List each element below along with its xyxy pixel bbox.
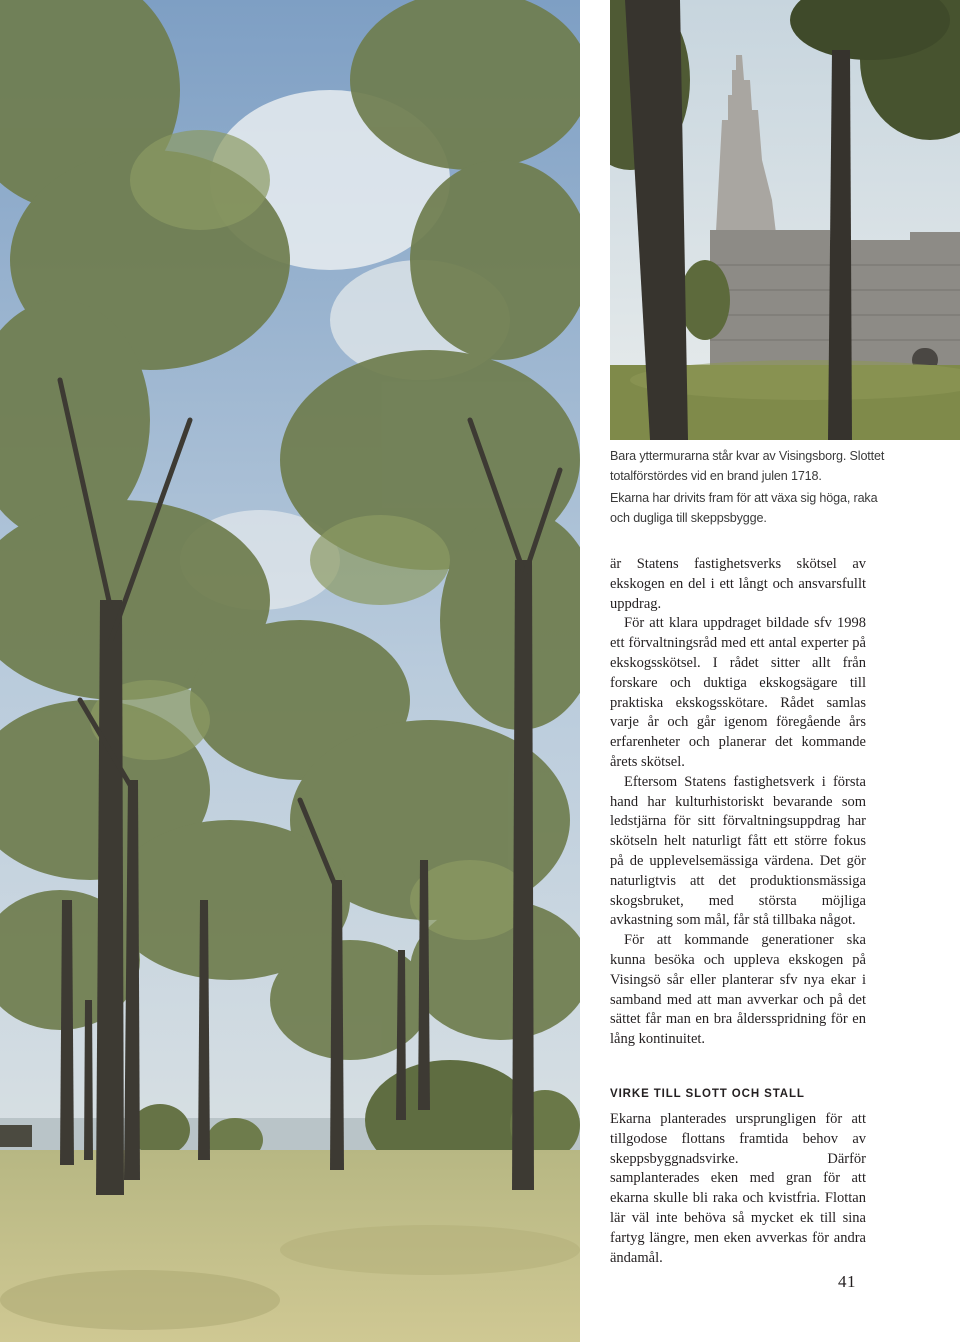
body-text	[610, 555, 866, 1050]
caption-castle: Bara yttermurarna står kvar av Visingsborg. Slottet totalförstördes vid en brand julen 1718.	[610, 449, 885, 483]
section-paragraph-1: Ekarna planterades ursprungligen för att tillgodose flottans framtida behov av skeppsbyggnadsvirke. Därför samplanterades eken med gran för att ekarna skulle bli raka och kvistfria. Flottan lär väl inte behöva så mycket ek till sina fartyg längre, men eken avverkas för andra ändamål.	[610, 1111, 866, 1266]
castle-illustration	[610, 0, 960, 440]
page-number: 41	[838, 1272, 856, 1291]
section-heading: VIRKE TILL SLOTT OCH STALL	[610, 1088, 805, 1100]
caption-oaks: Ekarna har drivits fram för att växa sig höga, raka och dugliga till skeppsbygge.	[610, 491, 878, 525]
paragraph-3: Eftersom Statens fastighetsverk i första hand har kulturhistoriskt bevarande som ledstjärna för sitt förvaltningsuppdrag har skötseln helt naturligt fått ett större fokus på de upplevelsemässiga värdena. Det gör naturligtvis att det produktionsmässiga skogsbruket, med största möjliga avkastning som mål, får stå tillbaka något.	[610, 773, 866, 929]
paragraph-4: För att kommande generationer ska kunna besöka och uppleva ekskogen på Visingsö sår eller planterar sfv nya ekar i samband med att man avverkar och på det sättet får man en bra åldersspridning för en lång kontinuitet.	[610, 932, 866, 1048]
section-text	[610, 1110, 866, 1268]
castle-photo	[610, 0, 960, 440]
paragraph-2: För att klara uppdraget bildade sfv 1998 ett förvaltningsråd med ett antal experter på ekskogsskötsel. I rådet sitter allt från forskare och duktiga ekskogsägare till praktiska ekskogsskötare. Rådet samlas varje år och går igenom föregående års erfarenheter och planerar det kommande årets skötsel.	[610, 615, 866, 770]
paragraph-1: är Statens fastighetsverks skötsel av ekskogen en del i ett långt och ansvarsfullt uppdrag.	[610, 556, 866, 612]
